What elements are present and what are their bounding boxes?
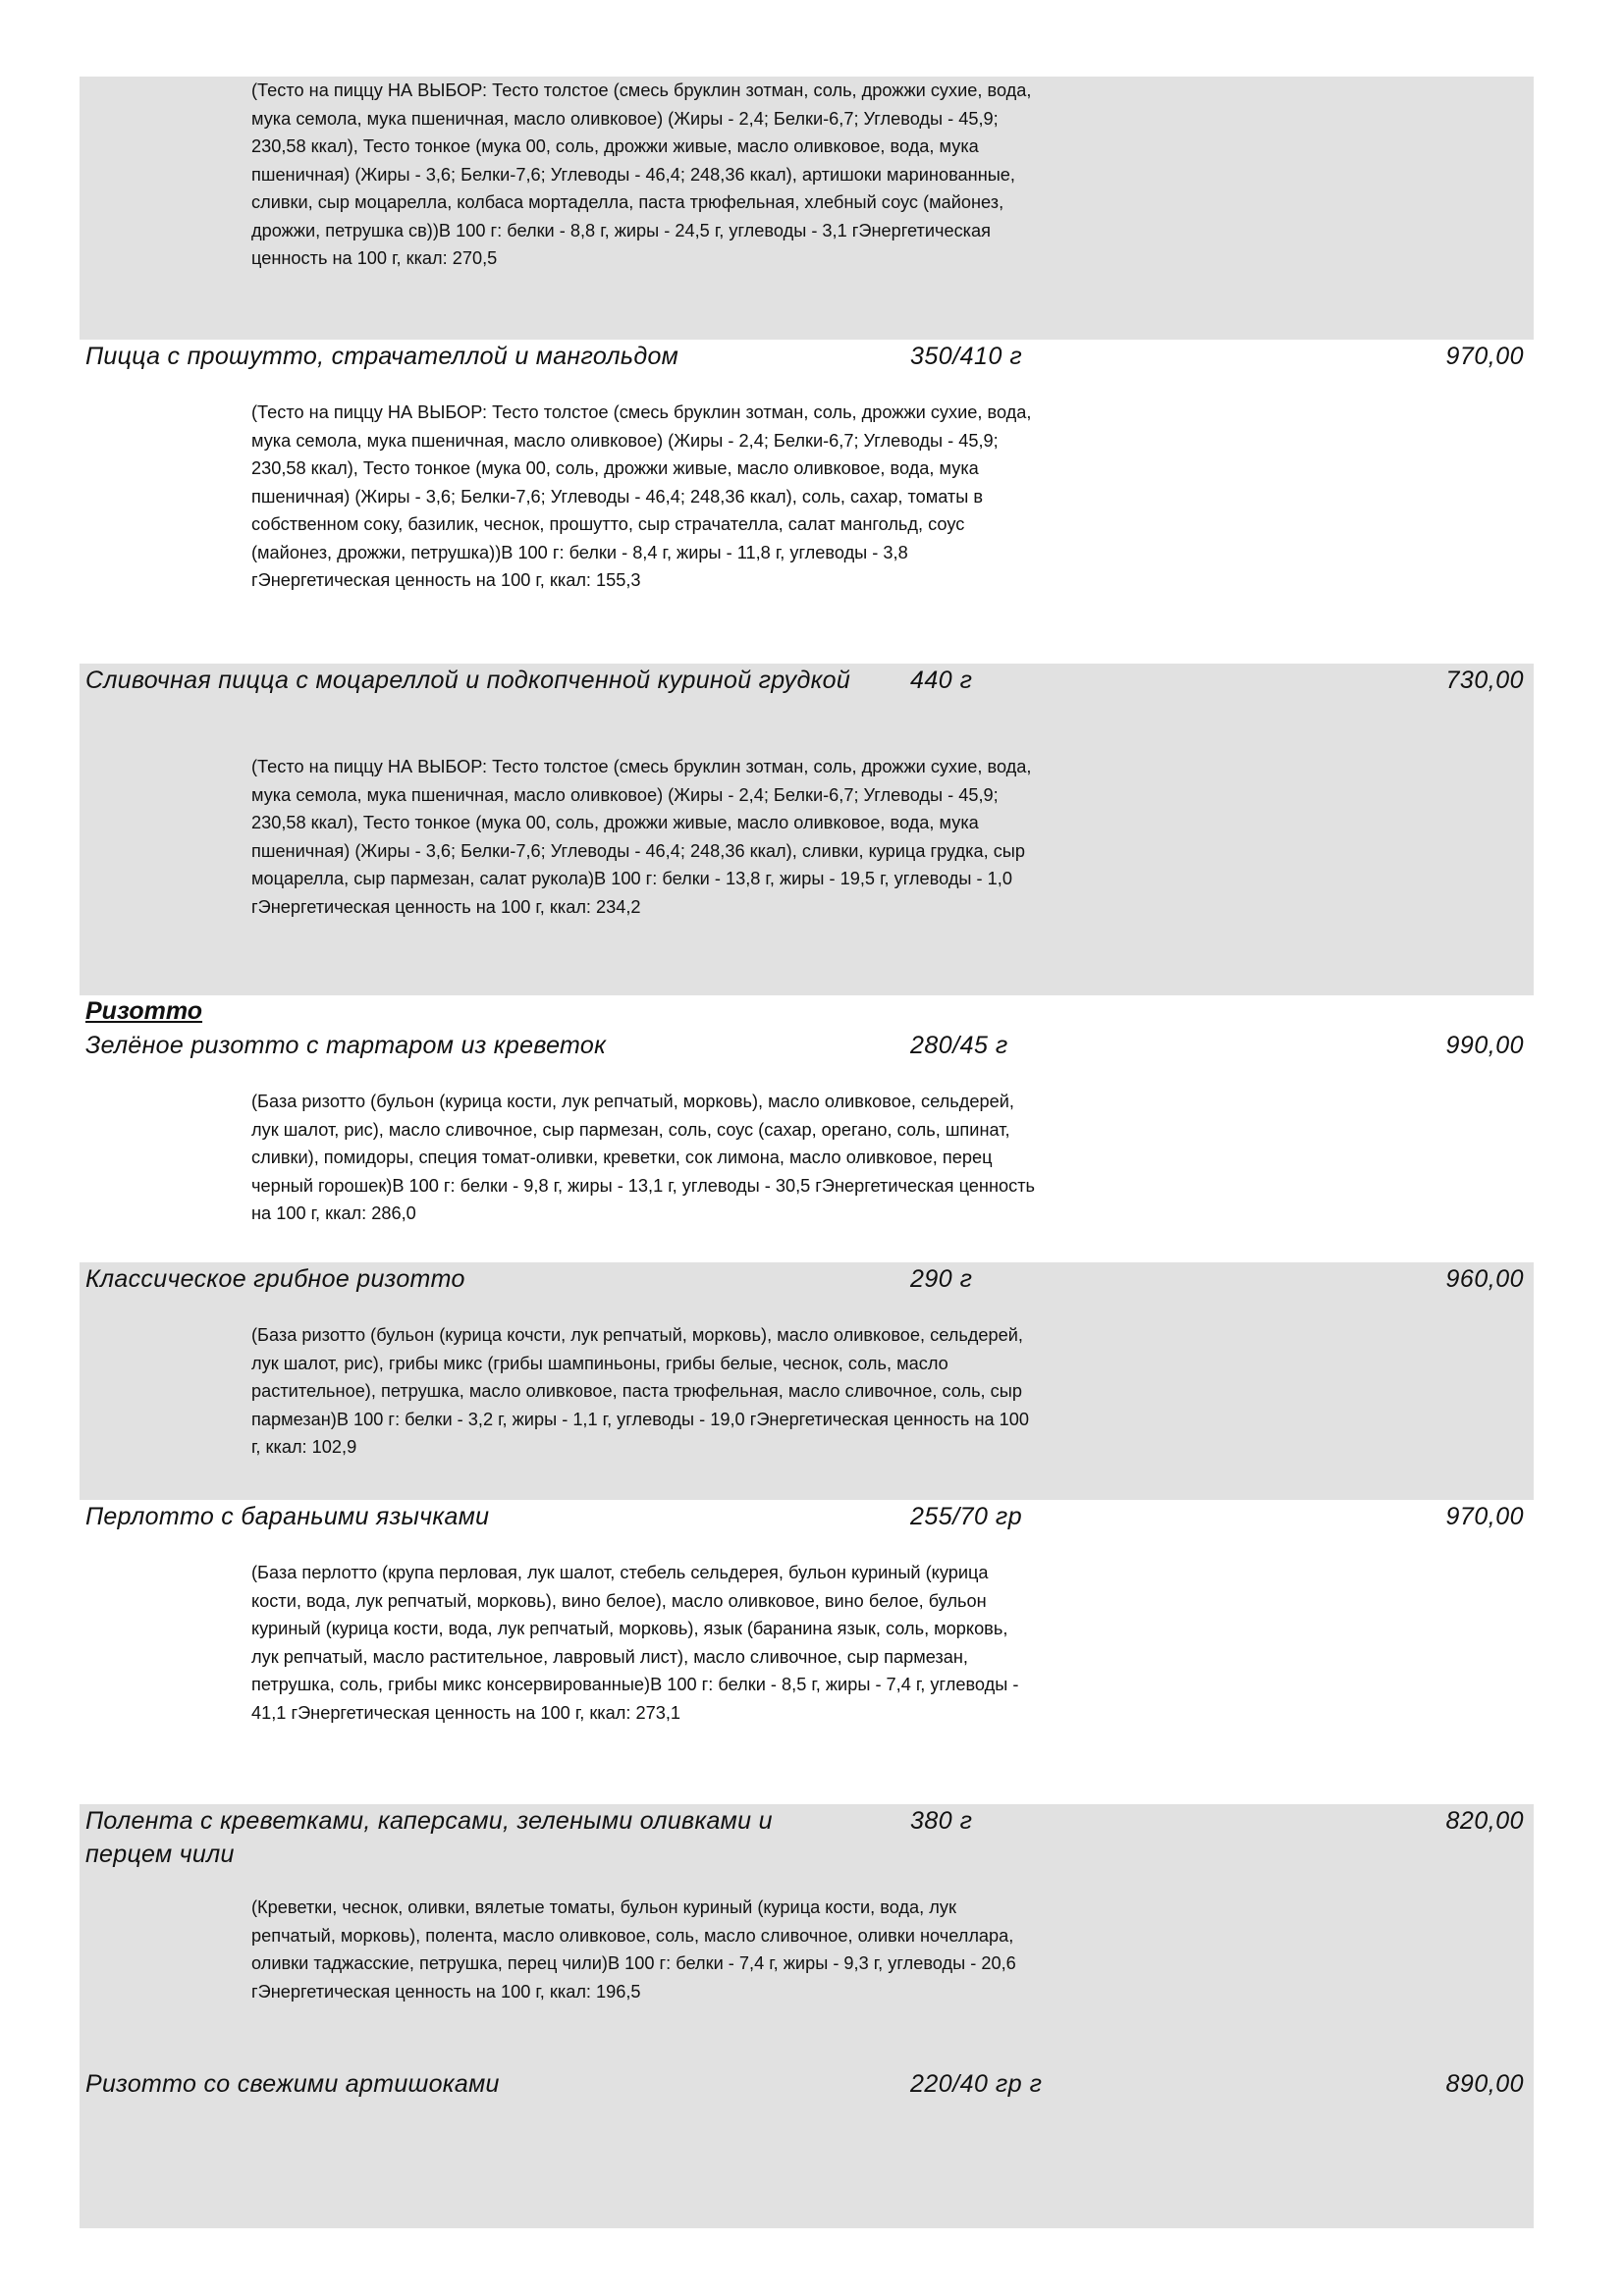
menu-item — [80, 340, 1534, 664]
item-description: (Тесто на пиццу НА ВЫБОР: Тесто толстое (смесь бруклин зотман, соль, дрожжи сухие, вода, мука семола, мука пшеничная, масло оливковое) (Жиры - 2,4; Белки-6,7; Углеводы - 45,9; 230,58 ккал), Тесто тонкое (мука 00, соль, дрожжи живые, масло оливковое, вода, мука пшеничная) (Жиры - 3,6; Белки-7,6; Углеводы - 46,4; 248,36 ккал), артишоки маринованные, сливки, сыр моцарелла, колбаса мортаделла, паста трюфельная, хлебный соус (майонез, дрожжи, петрушка св))В 100 г: белки - 8,8 г, жиры - 24,5 г, углеводы - 3,1 гЭнергетическая ценность на 100 г, ккал: 270,5 — [251, 80, 1032, 268]
item-name: Ризотто со свежими артишоками — [85, 2070, 500, 2098]
item-description: (База перлотто (крупа перловая, лук шалот, стебель сельдерея, бульон куриный (курица кости, вода, лук репчатый, морковь), вино белое), масло оливковое, вино белое, бульон куриный (курица кости, вода, лук репчатый, морковь), язык (баранина язык, соль, морковь, лук репчатый, масло растительное, лавровый лист), масло сливочное, сыр пармезан, петрушка, соль, грибы микс консервированные)В 100 г: белки - 8,5 г, жиры - 7,4 г, углеводы - 41,1 гЭнергетическая ценность на 100 г, ккал: 273,1 — [251, 1563, 1019, 1723]
item-name: Сливочная пицца с моцареллой и подкопченной куриной грудкой — [85, 667, 851, 694]
item-price: 970,00 — [1445, 343, 1524, 370]
item-price: 970,00 — [1445, 1503, 1524, 1530]
item-name: Перлотто с бараньими язычками — [85, 1503, 490, 1530]
item-price: 990,00 — [1445, 1032, 1524, 1059]
menu-item — [80, 664, 1534, 995]
item-weight: 380 г — [910, 1807, 973, 1835]
item-name: Зелёное ризотто с тартаром из креветок — [85, 1032, 607, 1059]
item-description: (База ризотто (бульон (курица кости, лук репчатый, морковь), масло оливковое, сельдерей, лук шалот, рис), масло сливочное, сыр пармезан, соль, соус (сахар, орегано, соль, шпинат, сливки), помидоры, специя томат-оливки, креветки, сок лимона, масло оливковое, перец черный горошек)В 100 г: белки - 9,8 г, жиры - 13,1 г, углеводы - 30,5 гЭнергетическая ценность на 100 г, ккал: 286,0 — [251, 1092, 1035, 1223]
item-weight: 290 г — [910, 1265, 973, 1293]
menu-item — [80, 1262, 1534, 1500]
item-weight: 220/40 гр г — [910, 2070, 1043, 2098]
menu-item — [80, 77, 1534, 340]
item-description: (Креветки, чеснок, оливки, вялетые томаты, бульон куриный (курица кости, вода, лук репчатый, морковь), полента, масло оливковое, соль, масло сливочное, оливки ночеллара, оливки таджасские, петрушка, перец чили)В 100 г: белки - 7,4 г, жиры - 9,3 г, углеводы - 20,6 гЭнергетическая ценность на 100 г, ккал: 196,5 — [251, 1897, 1016, 2002]
item-name: Полента с креветками, каперсами, зелеными оливками и перцем чили — [85, 1807, 773, 1868]
menu-item — [80, 1500, 1534, 1804]
item-price: 730,00 — [1445, 667, 1524, 694]
item-name: Пицца с прошутто, страчателлой и мангольдом — [85, 343, 679, 370]
menu-item — [80, 1029, 1534, 1262]
item-price: 890,00 — [1445, 2070, 1524, 2098]
menu-item — [80, 1804, 1534, 2228]
item-description: (База ризотто (бульон (курица кочсти, лук репчатый, морковь), масло оливковое, сельдерей, лук шалот, рис), грибы микс (грибы шампиньоны, грибы белые, чеснок, соль, масло растительное), петрушка, масло оливковое, паста трюфельная, масло сливочное, соль, сыр пармезан)В 100 г: белки - 3,2 г, жиры - 1,1 г, углеводы - 19,0 гЭнергетическая ценность на 100 г, ккал: 102,9 — [251, 1325, 1030, 1457]
item-weight: 280/45 г — [910, 1032, 1008, 1059]
item-weight: 255/70 гр — [910, 1503, 1023, 1530]
item-name: Классическое грибное ризотто — [85, 1265, 465, 1293]
section-title: Ризотто — [85, 997, 203, 1025]
item-description: (Тесто на пиццу НА ВЫБОР: Тесто толстое (смесь бруклин зотман, соль, дрожжи сухие, вода, мука семола, мука пшеничная, масло оливковое) (Жиры - 2,4; Белки-6,7; Углеводы - 45,9; 230,58 ккал), Тесто тонкое (мука 00, соль, дрожжи живые, масло оливковое, вода, мука пшеничная) (Жиры - 3,6; Белки-7,6; Углеводы - 46,4; 248,36 ккал), сливки, курица грудка, сыр моцарелла, сыр пармезан, салат рукола)В 100 г: белки - 13,8 г, жиры - 19,5 г, углеводы - 1,0 гЭнергетическая ценность на 100 г, ккал: 234,2 — [251, 757, 1032, 917]
item-weight: 350/410 г — [910, 343, 1023, 370]
item-description: (Тесто на пиццу НА ВЫБОР: Тесто толстое (смесь бруклин зотман, соль, дрожжи сухие, вода, мука семола, мука пшеничная, масло оливковое) (Жиры - 2,4; Белки-6,7; Углеводы - 45,9; 230,58 ккал), Тесто тонкое (мука 00, соль, дрожжи живые, масло оливковое, вода, мука пшеничная) (Жиры - 3,6; Белки-7,6; Углеводы - 46,4; 248,36 ккал), соль, сахар, томаты в собственном соку, базилик, чеснок, прошутто, сыр страчателла, салат мангольд, соус (майонез, дрожжи, петрушка))В 100 г: белки - 8,4 г, жиры - 11,8 г, углеводы - 3,8 гЭнергетическая ценность на 100 г, ккал: 155,3 — [251, 402, 1032, 590]
item-price: 960,00 — [1445, 1265, 1524, 1293]
item-weight: 440 г — [910, 667, 973, 694]
item-price: 820,00 — [1445, 1807, 1524, 1835]
